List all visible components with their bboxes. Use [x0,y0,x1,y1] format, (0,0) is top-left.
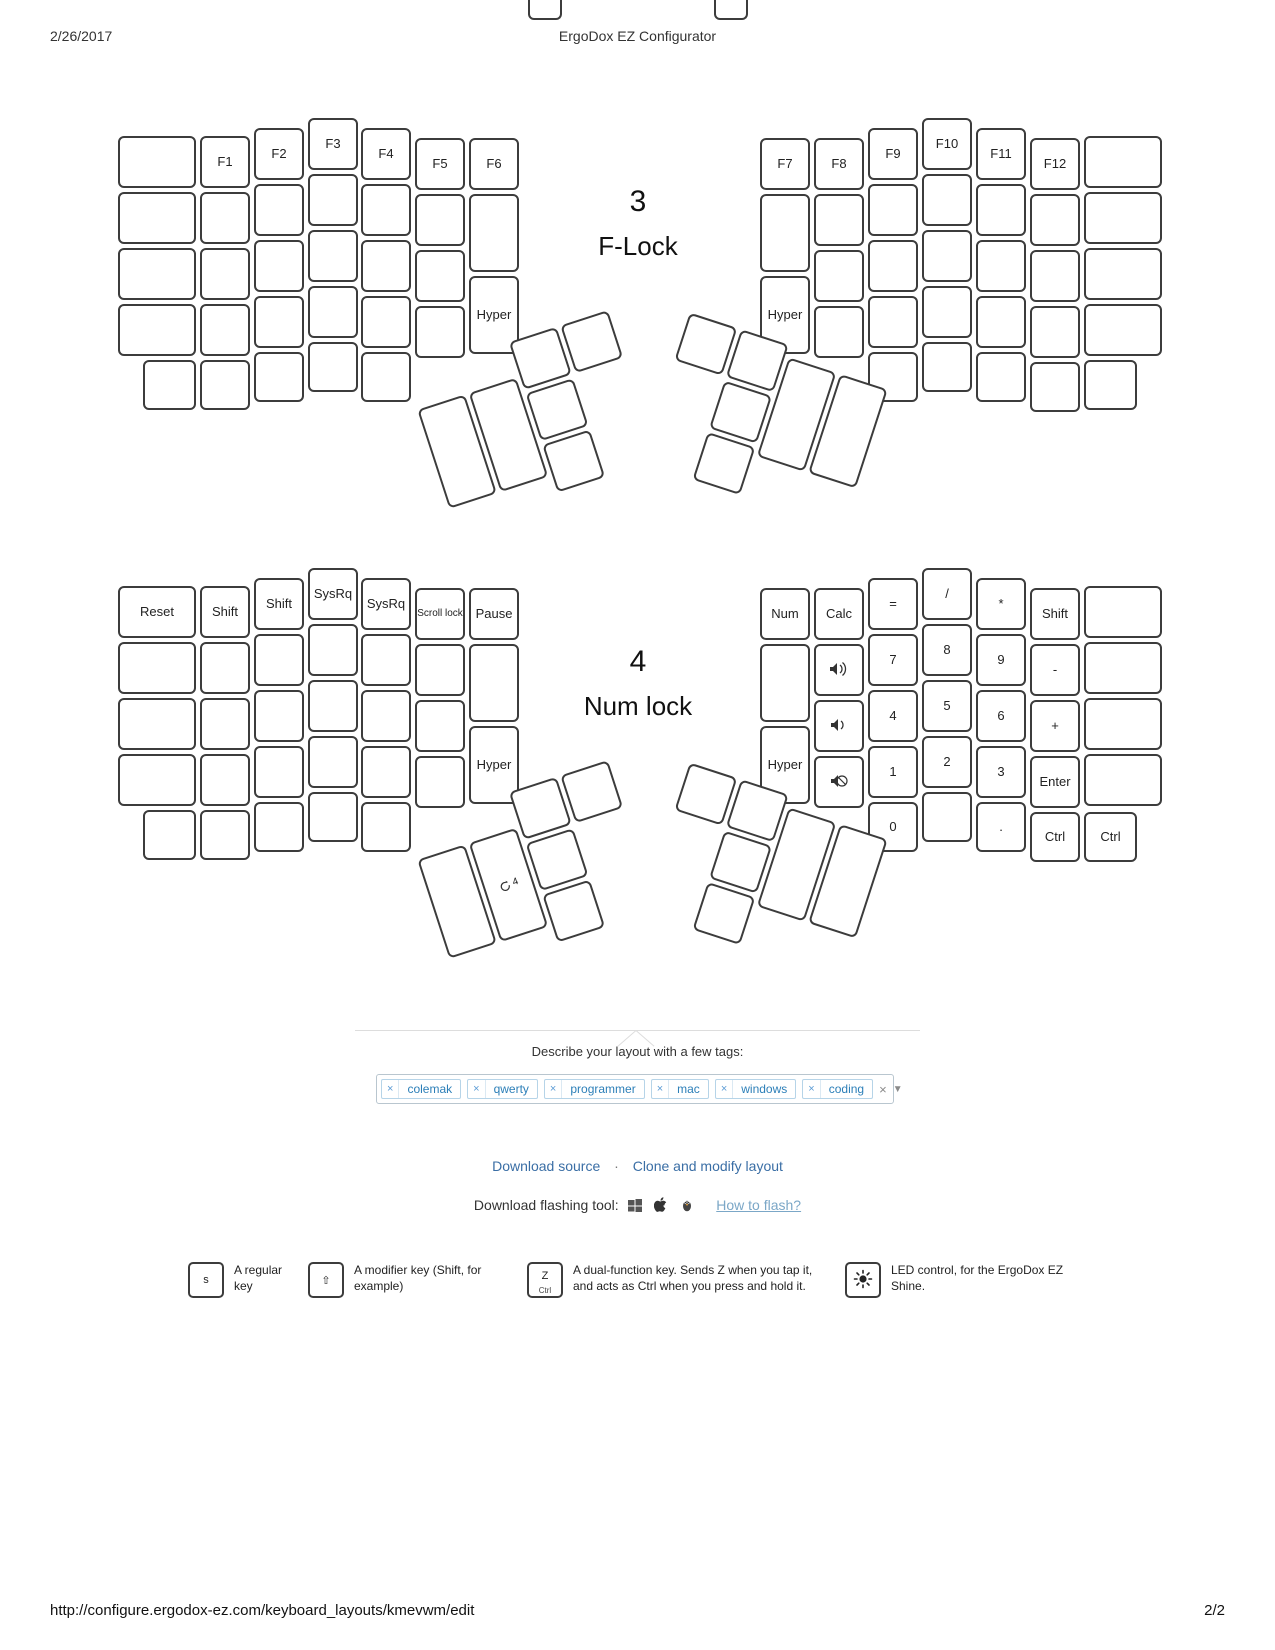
key-l3-r-c2-r1[interactable] [868,184,918,236]
apple-icon[interactable] [654,1197,668,1216]
footer-page-number: 2/2 [1204,1602,1225,1619]
layer-3-label [528,185,748,262]
key-l4-r-c3-r4[interactable] [922,792,972,842]
key-l3-r-c2-r2[interactable] [868,240,918,292]
page-title: ErgoDox EZ Configurator [558,28,717,44]
section-divider [0,1010,1275,1040]
linux-icon[interactable] [680,1197,694,1216]
layout-actions [0,1158,1275,1174]
key-l3-r-c3-r1[interactable] [922,174,972,226]
key-l4-l-c2-r3[interactable] [254,746,304,798]
key-l3-r-c6-r4[interactable] [1084,360,1137,410]
key-label: F5 [432,156,448,172]
key-l3-r-c0-r1[interactable] [760,194,810,272]
key-label: Ctrl [1100,829,1121,845]
volume-up-icon [828,661,850,680]
tag-remove-icon[interactable]: × [803,1080,820,1098]
key-label: F12 [1043,156,1067,172]
key-l4-l-c0-r0[interactable] [118,586,196,638]
key-l4-l-c0-r2[interactable] [118,698,196,750]
tag-remove-icon[interactable]: × [652,1080,669,1098]
key-label: F3 [325,136,341,152]
key-label: Shift [211,604,238,620]
key-l4-l-c4-r1[interactable] [361,634,411,686]
key-l3-r-c3-r3[interactable] [922,286,972,338]
key-l4-r-c5-r4[interactable] [1030,812,1080,862]
key-l3-l-c2-r4[interactable] [254,352,304,402]
key-l4-l-c1-r1[interactable] [200,642,250,694]
key-l3-l-c6-r0[interactable] [469,138,519,190]
key-l3-r-c4-r3[interactable] [976,296,1026,348]
key-l4-l-c3-r3[interactable] [308,736,358,788]
key-l4-l-c3-r0[interactable] [308,568,358,620]
key-l4-r-c3-r1[interactable] [922,624,972,676]
tag-colemak[interactable] [381,1079,461,1099]
key-l3-l-c0-r4[interactable] [143,360,196,410]
volume-down-icon [828,717,850,736]
key-l4-l-c2-r0[interactable] [254,578,304,630]
key-l3-r-c6-r3[interactable] [1084,304,1162,356]
key-l4-l-c3-r1[interactable] [308,624,358,676]
key-l4-r-c0-r0[interactable] [760,588,810,640]
key-l3-l-c3-r4[interactable] [308,342,358,392]
key-l3-r-c3-r4[interactable] [922,342,972,392]
key-l3-l-c5-r1[interactable] [415,194,465,246]
flash-label: Download flashing tool: [473,1197,619,1214]
key-l3-r-c2-r0[interactable] [868,128,918,180]
key-l4-r-c0-r1[interactable] [760,644,810,722]
key-l4-r-c1-r2[interactable] [814,700,864,752]
key-l3-r-c2-r3[interactable] [868,296,918,348]
tag-prompt: Describe your layout with a few tags: [531,1044,744,1059]
key-label: Reset [140,604,174,620]
key-l3-l-c4-r3[interactable] [361,296,411,348]
tag-label: qwerty [493,1082,529,1096]
chevron-down-icon[interactable]: ▼ [892,1083,903,1095]
legend-key-modifier [308,1262,344,1298]
key-label: = [889,596,897,612]
shift-arrow-icon: ⇧ [321,1274,331,1287]
tag-label: colemak [407,1082,453,1096]
key-l3-l-c3-r3[interactable] [308,286,358,338]
key-l3-l-c1-r0[interactable] [200,136,250,188]
key-l4-l-c2-r4[interactable] [254,802,304,852]
key-l3-l-c2-r1[interactable] [254,184,304,236]
key-l4-r-c1-r0[interactable] [814,588,864,640]
key-label: F4 [378,146,394,162]
key-l4-r-c3-r3[interactable] [922,736,972,788]
key-l4-r-c4-r3[interactable] [976,746,1026,798]
key-l3-r-c1-r1[interactable] [814,194,864,246]
tags-input[interactable] [376,1074,903,1104]
key-l4-l-c4-r3[interactable] [361,746,411,798]
key-l3-l-c2-r2[interactable] [254,240,304,292]
legend [0,1262,1275,1332]
legend-key-sublabel: Ctrl [538,1286,552,1295]
key-l4-l-c2-r2[interactable] [254,690,304,742]
legend-item-led [845,1262,1125,1298]
key-label: 6 [997,708,1005,724]
key-l4-r-c4-r1[interactable] [976,634,1026,686]
key-label: Calc [825,606,852,622]
layer-4-board [0,450,1275,1010]
key-label: 4 [889,708,897,724]
key-label: F11 [990,146,1012,162]
clone-modify-link[interactable]: Clone and modify layout [632,1158,783,1174]
key-l3-l-c4-r2[interactable] [361,240,411,292]
key-l4-l-c5-r1[interactable] [415,644,465,696]
key-label: Hyper [767,307,803,323]
key-l3-r-c5-r3[interactable] [1030,306,1080,358]
key-label: . [999,819,1003,835]
key-l3-r-c6-r2[interactable] [1084,248,1162,300]
key-label: * [998,596,1004,612]
key-label: 8 [943,642,951,658]
key-l4-l-c3-r2[interactable] [308,680,358,732]
key-l3-l-c4-r1[interactable] [361,184,411,236]
key-label: + [1051,718,1059,734]
tag-label: mac [677,1082,700,1096]
key-label: F6 [486,156,502,172]
flashing-tool-row [0,1197,1275,1216]
key-label: 7 [889,652,897,668]
key-l4-r-c2-r0[interactable] [868,578,918,630]
legend-text: LED control, for the ErgoDox EZ Shine. [891,1263,1064,1294]
layer-4-label [528,645,748,722]
key-label: SysRq [313,586,353,602]
how-to-flash-link[interactable]: How to flash? [716,1197,802,1214]
key-l3-r-c4-r2[interactable] [976,240,1026,292]
key-l3-l-c4-r0[interactable] [361,128,411,180]
key-label: Shift [1041,606,1068,622]
key-l4-r-c6-r0[interactable] [1084,586,1162,638]
key-l3-l-c0-r2[interactable] [118,248,196,300]
key-l4-lt-s4[interactable] [560,760,623,823]
key-l3-l-c6-r1[interactable] [469,194,519,272]
layer-name: Num lock [583,691,693,721]
key-l3-l-c1-r2[interactable] [200,248,250,300]
key-l3-r-c5-r2[interactable] [1030,250,1080,302]
download-source-link[interactable]: Download source [492,1158,601,1174]
key-l4-l-c0-r3[interactable] [118,754,196,806]
tag-windows[interactable] [715,1079,796,1099]
layer-number: 4 [629,645,647,678]
key-l3-l-c0-r3[interactable] [118,304,196,356]
key-l3-r-c5-r0[interactable] [1030,138,1080,190]
key-l4-r-c2-r3[interactable] [868,746,918,798]
key-label: Hyper [476,757,512,773]
legend-text: A dual-function key. Sends Z when you tap it, and acts as Ctrl when you press and hold it. [573,1263,813,1294]
key-label: Shift [265,596,292,612]
key-l3-r-c6-r0[interactable] [1084,136,1162,188]
key-l4-r-c4-r2[interactable] [976,690,1026,742]
key-l3-r-c0-r0[interactable] [760,138,810,190]
key-label: / [945,586,949,602]
key-l4-r-c6-r4[interactable] [1084,812,1137,862]
key-l3-r-c1-r2[interactable] [814,250,864,302]
key-label: Pause [475,606,513,622]
key-l4-l-c1-r0[interactable] [200,586,250,638]
key-l4-rt-s4[interactable] [692,882,755,945]
key-l4-r-c6-r2[interactable] [1084,698,1162,750]
key-l4-l-c0-r1[interactable] [118,642,196,694]
footer-url: http://configure.ergodox-ez.com/keyboard_layouts/kmevwm/edit [50,1602,475,1619]
key-l4-r-c3-r2[interactable] [922,680,972,732]
key-label: F2 [271,146,287,162]
tag-programmer[interactable] [544,1079,645,1099]
key-l3-l-c2-r0[interactable] [254,128,304,180]
key-l3-r-c5-r4[interactable] [1030,362,1080,412]
windows-icon[interactable] [627,1197,643,1216]
key-l4-r-c5-r1[interactable] [1030,644,1080,696]
legend-text: A modifier key (Shift, for example) [354,1263,482,1294]
legend-key-dual [527,1262,563,1298]
clear-tags-icon[interactable]: × [879,1081,887,1097]
key-label: F8 [831,156,847,172]
key-label: 5 [943,698,951,714]
key-l4-l-c4-r0[interactable] [361,578,411,630]
key-label: 3 [997,764,1005,780]
key-l3-l-c1-r3[interactable] [200,304,250,356]
key-l4-l-c4-r2[interactable] [361,690,411,742]
key-label: SysRq [366,596,406,612]
key-l4-r-c5-r0[interactable] [1030,588,1080,640]
key-l4-r-c1-r1[interactable] [814,644,864,696]
key-label: 2 [943,754,951,770]
key-l4-l-c3-r4[interactable] [308,792,358,842]
key-l4-l-c6-r0[interactable] [469,588,519,640]
tag-label: coding [828,1082,865,1096]
print-date: 2/26/2017 [50,28,113,44]
legend-text: A regular key [234,1263,283,1294]
layer-number: 3 [629,185,647,218]
key-label: Num [771,606,799,622]
key-l3-r-c4-r0[interactable] [976,128,1026,180]
key-l3-l-c0-r0[interactable] [118,136,196,188]
key-l4-l-c0-r4[interactable] [143,810,196,860]
key-l3-r-c6-r1[interactable] [1084,192,1162,244]
key-l3-l-c3-r2[interactable] [308,230,358,282]
key-l4-l-c2-r1[interactable] [254,634,304,686]
key-l4-l-c5-r2[interactable] [415,700,465,752]
key-l3-l-c5-r0[interactable] [415,138,465,190]
key-l3-r-c1-r0[interactable] [814,138,864,190]
tag-remove-icon[interactable]: × [545,1080,562,1098]
key-l4-l-c1-r3[interactable] [200,754,250,806]
key-l4-lt-s3[interactable] [542,880,605,943]
key-l4-l-c1-r2[interactable] [200,698,250,750]
tag-remove-icon[interactable]: × [382,1080,399,1098]
link-separator: · [614,1158,619,1174]
key-l3-l-c0-r1[interactable] [118,192,196,244]
key-label: 1 [889,764,897,780]
legend-key-label: s [203,1274,209,1286]
tag-mac[interactable] [651,1079,709,1099]
key-l4-r-c3-r0[interactable] [922,568,972,620]
key-l4-r-c6-r3[interactable] [1084,754,1162,806]
key-l3-r-c3-r2[interactable] [922,230,972,282]
key-label: F9 [885,146,901,162]
key-l3-r-c5-r1[interactable] [1030,194,1080,246]
key-label: F1 [217,154,233,170]
key-l3-lt-s4[interactable] [560,310,623,373]
tag-remove-icon[interactable]: × [468,1080,485,1098]
tag-qwerty[interactable] [467,1079,538,1099]
key-l4-l-c6-r1[interactable] [469,644,519,722]
key-l3-r-c4-r4[interactable] [976,352,1026,402]
key-label: Enter [1039,774,1071,790]
legend-key-regular [188,1262,224,1298]
tag-label: programmer [570,1082,636,1096]
tag-remove-icon[interactable]: × [716,1080,733,1098]
key-l3-l-c1-r4[interactable] [200,360,250,410]
key-l3-l-c1-r1[interactable] [200,192,250,244]
key-l3-l-c2-r3[interactable] [254,296,304,348]
key-l4-r-c2-r2[interactable] [868,690,918,742]
key-label: 0 [889,819,897,835]
legend-key-label: Z [541,1270,549,1282]
key-l3-l-c3-r1[interactable] [308,174,358,226]
key-label: Hyper [476,307,512,323]
layer-name: F-Lock [598,231,678,261]
key-l3-r-c3-r0[interactable] [922,118,972,170]
key-l3-l-c3-r0[interactable] [308,118,358,170]
key-l4-r-c4-r0[interactable] [976,578,1026,630]
key-l4-l-c5-r0[interactable] [415,588,465,640]
key-label: Hyper [767,757,803,773]
key-l4-r-c5-r3[interactable] [1030,756,1080,808]
key-l4-r-c5-r2[interactable] [1030,700,1080,752]
mute-icon [828,773,850,792]
key-l4-r-c6-r1[interactable] [1084,642,1162,694]
key-label: Ctrl [1044,829,1066,845]
tag-label: windows [741,1082,788,1096]
key-label: 9 [997,652,1005,668]
key-l4-r-c4-r4[interactable] [976,802,1026,852]
tag-coding[interactable] [802,1079,873,1099]
key-label: F7 [777,156,793,172]
layer-toggle-icon: 4 [497,876,521,895]
key-l3-r-c4-r1[interactable] [976,184,1026,236]
legend-key-led [845,1262,881,1298]
key-l4-r-c2-r1[interactable] [868,634,918,686]
key-l3-l-c5-r2[interactable] [415,250,465,302]
key-label: F10 [935,136,959,152]
led-icon [853,1269,873,1292]
legend-item-dual [527,1262,867,1298]
key-label: - [1052,662,1058,678]
key-l4-l-c1-r4[interactable] [200,810,250,860]
key-label: Scroll lock [417,607,463,619]
